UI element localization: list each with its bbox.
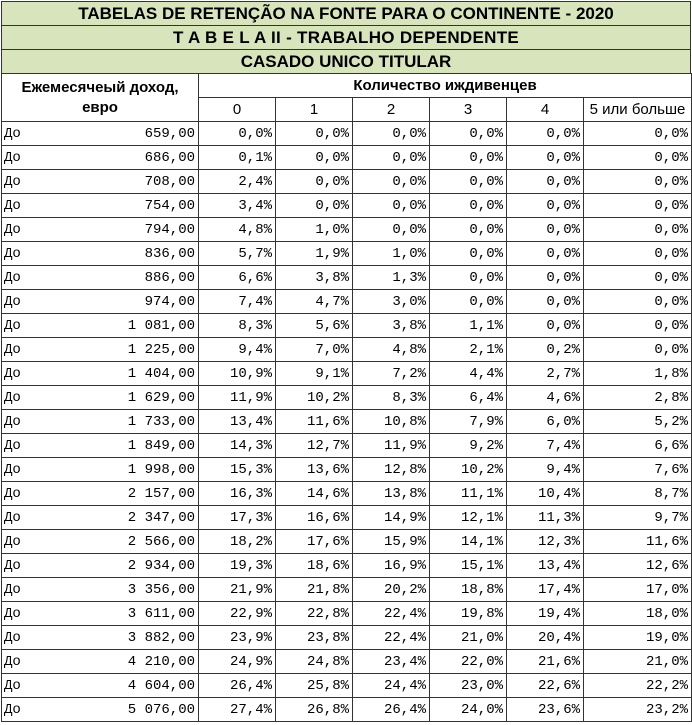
table-row [2,602,692,626]
rate-cell: 1,0% [353,242,430,266]
rate-cell: 10,2% [276,386,353,410]
rate-cell: 0,0% [430,266,507,290]
rate-cell: 26,4% [353,698,430,722]
row-income: 1 998,00 [42,458,199,482]
rate-cell: 0,0% [507,146,584,170]
rate-cell: 3,8% [276,266,353,290]
row-prefix: До [2,434,42,458]
rate-cell: 18,0% [584,602,692,626]
rate-cell: 0,0% [430,290,507,314]
rate-cell: 1,8% [584,362,692,386]
rate-cell: 4,8% [353,338,430,362]
rate-cell: 9,1% [276,362,353,386]
rate-cell: 0,0% [584,194,692,218]
rate-cell: 0,0% [353,170,430,194]
rate-cell: 0,0% [430,218,507,242]
rate-cell: 0,0% [276,146,353,170]
rate-cell: 0,0% [584,146,692,170]
row-prefix: До [2,530,42,554]
rate-cell: 4,7% [276,290,353,314]
rate-cell: 23,6% [507,698,584,722]
rate-cell: 19,4% [507,602,584,626]
table-subtitle: T A B E L A II - TRABALHO DEPENDENTE [1,25,691,49]
rate-cell: 0,0% [584,242,692,266]
rate-cell: 0,0% [430,122,507,146]
rate-cell: 12,1% [430,506,507,530]
rate-cell: 18,2% [199,530,276,554]
table-row [2,314,692,338]
table-row [2,650,692,674]
table-row [2,434,692,458]
rate-cell: 0,0% [584,338,692,362]
rate-cell: 6,6% [584,434,692,458]
dependents-col-2: 2 [353,98,430,122]
rate-cell: 23,2% [584,698,692,722]
rate-cell: 20,4% [507,626,584,650]
rate-cell: 0,0% [353,194,430,218]
rate-cell: 21,6% [507,650,584,674]
rate-cell: 0,0% [276,194,353,218]
row-prefix: До [2,242,42,266]
rate-cell: 15,9% [353,530,430,554]
row-income: 686,00 [42,146,199,170]
rate-cell: 9,2% [430,434,507,458]
rate-cell: 6,4% [430,386,507,410]
table-row [2,170,692,194]
rate-cell: 14,3% [199,434,276,458]
rate-cell: 12,3% [507,530,584,554]
rate-cell: 0,0% [507,122,584,146]
rate-cell: 21,9% [199,578,276,602]
rate-cell: 6,6% [199,266,276,290]
table-row [2,410,692,434]
row-prefix: До [2,554,42,578]
rate-cell: 1,0% [276,218,353,242]
table-row [2,698,692,722]
rate-cell: 13,8% [353,482,430,506]
rate-cell: 0,0% [353,146,430,170]
table-row [2,506,692,530]
rate-cell: 4,8% [199,218,276,242]
row-prefix: До [2,122,42,146]
rate-cell: 0,0% [430,242,507,266]
rate-cell: 22,9% [199,602,276,626]
rate-cell: 0,1% [199,146,276,170]
rate-cell: 4,6% [507,386,584,410]
rate-cell: 14,6% [276,482,353,506]
rate-cell: 1,1% [430,314,507,338]
table-row [2,362,692,386]
table-row [2,266,692,290]
rate-cell: 5,2% [584,410,692,434]
row-income: 754,00 [42,194,199,218]
table-row [2,626,692,650]
rate-cell: 0,2% [507,338,584,362]
row-income: 1 733,00 [42,410,199,434]
rate-cell: 6,0% [507,410,584,434]
row-income: 836,00 [42,242,199,266]
rate-cell: 11,6% [584,530,692,554]
row-income: 659,00 [42,122,199,146]
row-income: 3 356,00 [42,578,199,602]
rate-cell: 7,2% [353,362,430,386]
rate-cell: 0,0% [584,266,692,290]
rate-cell: 0,0% [584,218,692,242]
row-prefix: До [2,146,42,170]
rate-cell: 2,8% [584,386,692,410]
row-prefix: До [2,266,42,290]
rate-cell: 21,8% [276,578,353,602]
rate-cell: 26,8% [276,698,353,722]
rate-cell: 22,4% [353,602,430,626]
rate-cell: 0,0% [584,122,692,146]
rate-cell: 10,9% [199,362,276,386]
table-row [2,146,692,170]
rate-cell: 11,3% [507,506,584,530]
rate-cell: 13,6% [276,458,353,482]
rate-cell: 0,0% [507,194,584,218]
rate-cell: 22,0% [430,650,507,674]
rate-cell: 11,9% [199,386,276,410]
rate-cell: 25,8% [276,674,353,698]
row-income: 974,00 [42,290,199,314]
row-prefix: До [2,194,42,218]
income-header: Ежемесячеый доход, евро [2,74,199,122]
rate-cell: 23,8% [276,626,353,650]
rate-cell: 0,0% [353,122,430,146]
row-income: 1 404,00 [42,362,199,386]
rate-cell: 5,7% [199,242,276,266]
tax-table-sheet [1,1,691,722]
rate-cell: 0,0% [584,314,692,338]
row-income: 886,00 [42,266,199,290]
row-income: 4 210,00 [42,650,199,674]
row-income: 5 076,00 [42,698,199,722]
rate-cell: 3,4% [199,194,276,218]
rate-cell: 0,0% [584,290,692,314]
row-income: 1 225,00 [42,338,199,362]
rate-cell: 22,8% [276,602,353,626]
table-row [2,194,692,218]
rate-cell: 24,0% [430,698,507,722]
rate-cell: 23,0% [430,674,507,698]
row-income: 4 604,00 [42,674,199,698]
rate-cell: 7,0% [276,338,353,362]
rate-cell: 0,0% [507,218,584,242]
rate-cell: 12,7% [276,434,353,458]
rate-cell: 1,3% [353,266,430,290]
rate-cell: 0,0% [507,290,584,314]
row-income: 1 629,00 [42,386,199,410]
table-row [2,578,692,602]
dependents-col-0: 0 [199,98,276,122]
rate-cell: 21,0% [584,650,692,674]
rate-cell: 3,8% [353,314,430,338]
rate-cell: 0,0% [199,122,276,146]
row-income: 2 347,00 [42,506,199,530]
rate-cell: 19,0% [584,626,692,650]
table-row [2,122,692,146]
rate-cell: 7,6% [584,458,692,482]
rate-cell: 17,3% [199,506,276,530]
rate-cell: 19,3% [199,554,276,578]
rate-cell: 12,6% [584,554,692,578]
dependents-header: Количество иждивенцев [199,74,692,98]
rate-cell: 14,9% [353,506,430,530]
rate-cell: 10,4% [507,482,584,506]
row-income: 3 611,00 [42,602,199,626]
rate-cell: 1,9% [276,242,353,266]
rate-cell: 9,7% [584,506,692,530]
rate-cell: 10,8% [353,410,430,434]
rate-cell: 5,6% [276,314,353,338]
row-prefix: До [2,218,42,242]
rate-cell: 0,0% [507,170,584,194]
rate-cell: 7,4% [199,290,276,314]
rate-cell: 22,2% [584,674,692,698]
rate-cell: 9,4% [507,458,584,482]
rate-cell: 24,9% [199,650,276,674]
row-prefix: До [2,170,42,194]
table-title: TABELAS DE RETENÇÃO NA FONTE PARA O CONTINENTE - 2020 [1,1,691,25]
rate-cell: 2,4% [199,170,276,194]
table-row [2,338,692,362]
rate-cell: 22,6% [507,674,584,698]
rate-cell: 9,4% [199,338,276,362]
table-row [2,530,692,554]
rate-cell: 18,6% [276,554,353,578]
row-prefix: До [2,650,42,674]
table-row [2,554,692,578]
row-income: 1 081,00 [42,314,199,338]
rate-cell: 21,0% [430,626,507,650]
row-prefix: До [2,410,42,434]
row-income: 708,00 [42,170,199,194]
row-income: 794,00 [42,218,199,242]
rate-cell: 2,1% [430,338,507,362]
row-prefix: До [2,362,42,386]
rate-cell: 16,3% [199,482,276,506]
row-prefix: До [2,602,42,626]
rate-cell: 27,4% [199,698,276,722]
rate-cell: 0,0% [276,170,353,194]
rate-cell: 16,9% [353,554,430,578]
rate-cell: 7,9% [430,410,507,434]
rate-cell: 18,8% [430,578,507,602]
rate-cell: 0,0% [430,146,507,170]
table-row [2,482,692,506]
row-prefix: До [2,674,42,698]
rate-cell: 13,4% [199,410,276,434]
row-prefix: До [2,506,42,530]
row-income: 2 934,00 [42,554,199,578]
table-row [2,290,692,314]
rate-cell: 17,6% [276,530,353,554]
rate-cell: 24,4% [353,674,430,698]
row-prefix: До [2,578,42,602]
rate-cell: 0,0% [507,266,584,290]
row-prefix: До [2,482,42,506]
rate-cell: 3,0% [353,290,430,314]
row-income: 2 157,00 [42,482,199,506]
table-row [2,458,692,482]
row-prefix: До [2,626,42,650]
rate-cell: 22,4% [353,626,430,650]
rate-cell: 2,7% [507,362,584,386]
rate-cell: 0,0% [507,242,584,266]
dependents-col-1: 1 [276,98,353,122]
rate-cell: 16,6% [276,506,353,530]
rate-cell: 19,8% [430,602,507,626]
rate-cell: 14,1% [430,530,507,554]
row-income: 1 849,00 [42,434,199,458]
rate-cell: 0,0% [507,314,584,338]
rate-cell: 10,2% [430,458,507,482]
rate-cell: 0,0% [584,170,692,194]
rate-cell: 12,8% [353,458,430,482]
row-prefix: До [2,386,42,410]
row-income: 3 882,00 [42,626,199,650]
rate-cell: 15,3% [199,458,276,482]
rate-cell: 11,6% [276,410,353,434]
rate-cell: 8,3% [199,314,276,338]
dependents-col-5: 5 или больше [584,98,692,122]
table-row [2,674,692,698]
rate-cell: 23,4% [353,650,430,674]
row-prefix: До [2,458,42,482]
table-row [2,386,692,410]
rate-cell: 7,4% [507,434,584,458]
row-prefix: До [2,290,42,314]
rate-cell: 11,1% [430,482,507,506]
rate-cell: 0,0% [276,122,353,146]
dependents-col-4: 4 [507,98,584,122]
rate-cell: 26,4% [199,674,276,698]
dependents-col-3: 3 [430,98,507,122]
rate-cell: 4,4% [430,362,507,386]
table-row [2,242,692,266]
rate-cell: 15,1% [430,554,507,578]
rate-cell: 8,3% [353,386,430,410]
row-prefix: До [2,314,42,338]
rate-cell: 0,0% [430,194,507,218]
table-row [2,218,692,242]
rate-cell: 23,9% [199,626,276,650]
row-prefix: До [2,338,42,362]
row-prefix: До [2,698,42,722]
rate-cell: 24,8% [276,650,353,674]
rate-cell: 20,2% [353,578,430,602]
withholding-table [1,73,692,722]
rate-cell: 0,0% [353,218,430,242]
rate-cell: 17,4% [507,578,584,602]
rate-cell: 0,0% [430,170,507,194]
rate-cell: 8,7% [584,482,692,506]
row-income: 2 566,00 [42,530,199,554]
rate-cell: 11,9% [353,434,430,458]
rate-cell: 17,0% [584,578,692,602]
rate-cell: 13,4% [507,554,584,578]
table-category: CASADO UNICO TITULAR [1,49,691,73]
